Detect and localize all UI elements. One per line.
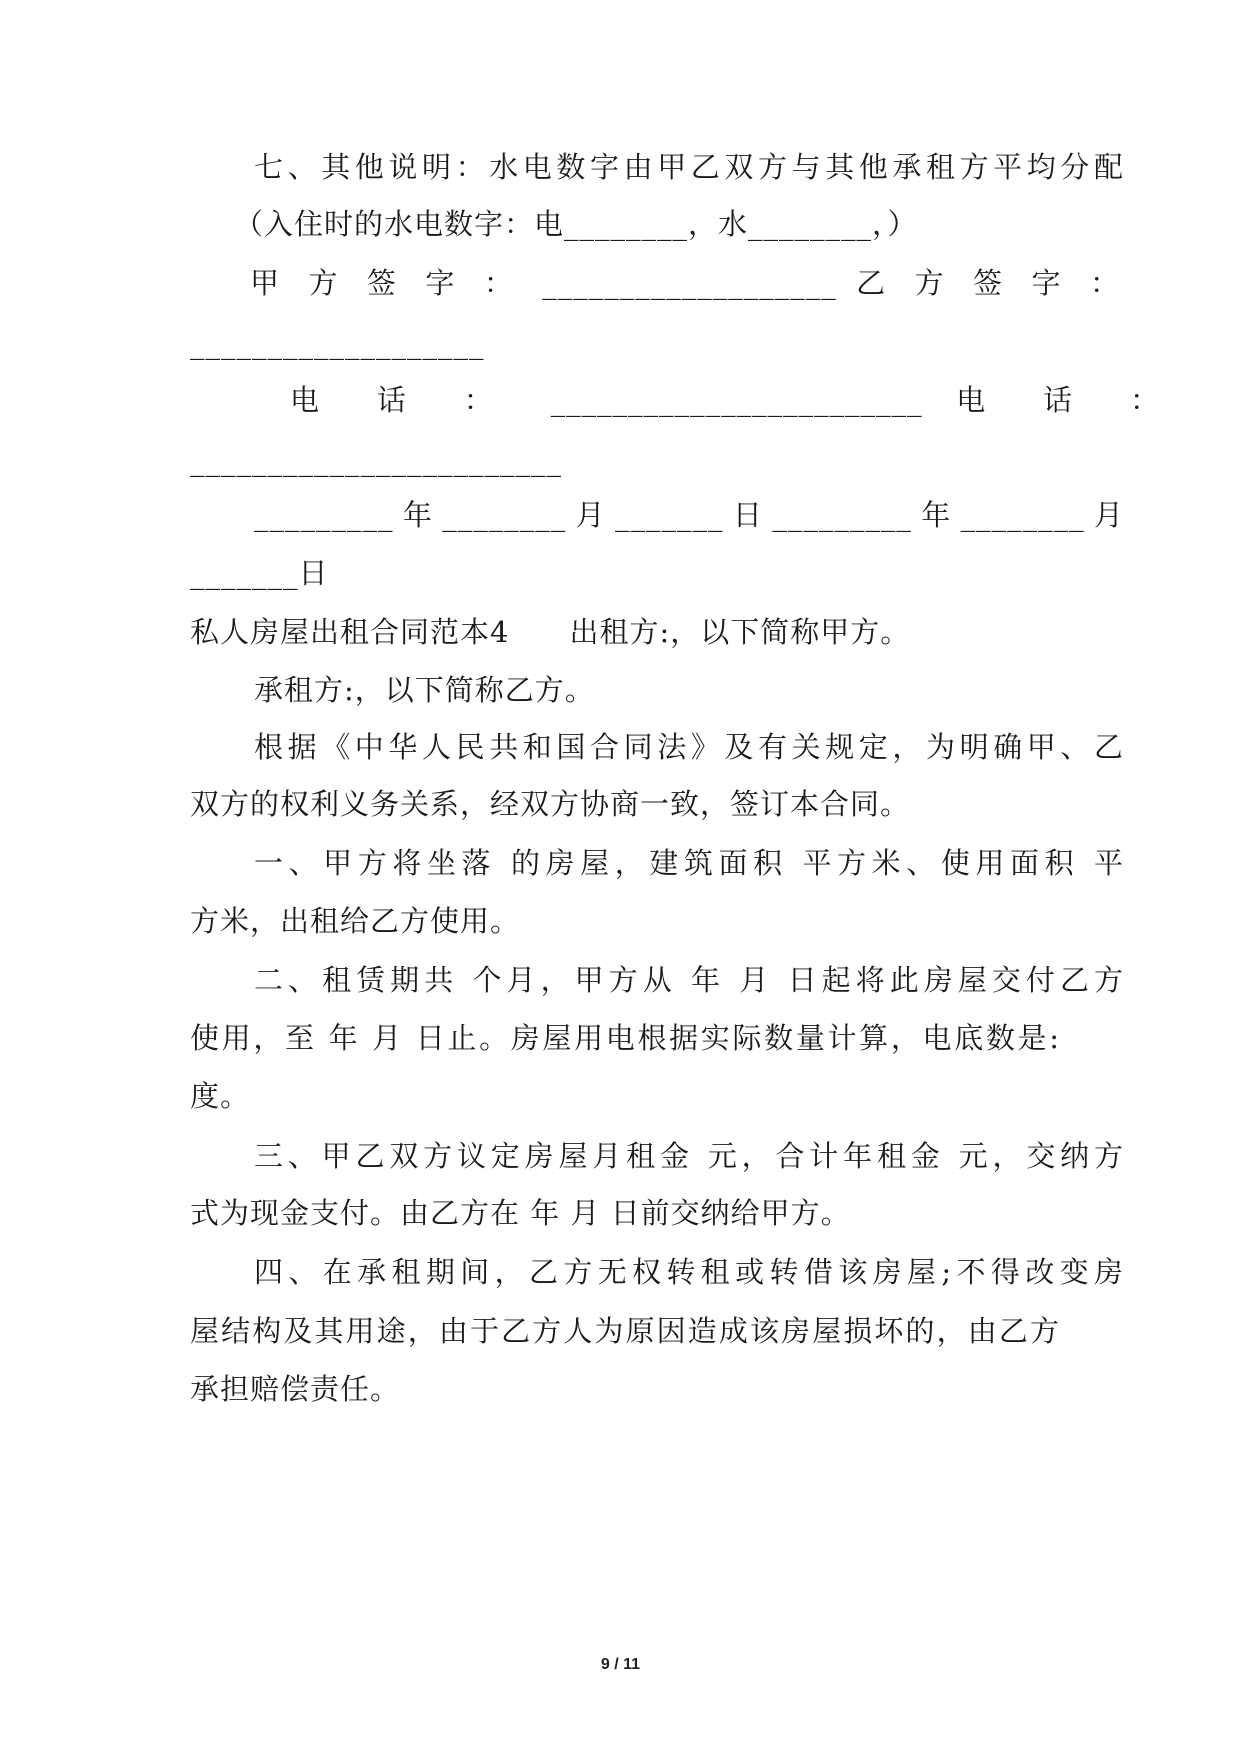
- preamble-line-1: 根据《中华人民共和国合同法》及有关规定，为明确甲、乙: [254, 730, 1124, 764]
- signature-blank-line: ___________________: [190, 326, 485, 360]
- clause-7-line-1: 七、其他说明：水电数字由甲乙双方与其他承租方平均分配: [254, 150, 1124, 184]
- clause-4-line-2: 屋结构及其用途，由于乙方人为原因造成该房屋损坏的，由乙方: [190, 1314, 1060, 1348]
- tenant-line: 承租方:，以下简称乙方。: [254, 673, 595, 707]
- clause-7-line-2: （入住时的水电数字：电________，水________，）: [234, 207, 918, 241]
- signature-line: 甲 方 签 字 ： ___________________ 乙 方 签 字 ：: [250, 266, 1120, 300]
- phone-line: 电 话 ： ________________________ 电 话 ：: [290, 383, 1160, 417]
- clause-1-line-1: 一、甲方将坐落 的房屋，建筑面积 平方米、使用面积 平: [254, 846, 1124, 880]
- clause-2-line-3: 度。: [190, 1079, 251, 1113]
- date-line-continued: _______日: [190, 556, 329, 590]
- clause-1-line-2: 方米，出租给乙方使用。: [190, 904, 521, 938]
- clause-2-line-1: 二、租赁期共 个月，甲方从 年 月 日起将此房屋交付乙方: [254, 963, 1124, 997]
- contract-title-line: 私人房屋出租合同范本4 出租方:，以下简称甲方。: [190, 615, 911, 649]
- clause-3-line-1: 三、甲乙双方议定房屋月租金 元，合计年租金 元，交纳方: [254, 1139, 1124, 1173]
- phone-blank-line: ________________________: [190, 443, 562, 477]
- clause-2-line-2: 使用，至 年 月 日止。房屋用电根据实际数量计算，电底数是:: [190, 1021, 1060, 1055]
- clause-4-line-3: 承担赔偿责任。: [190, 1372, 401, 1406]
- date-line: _________年________月_______日_________年________月: [254, 498, 1124, 532]
- page-number: 9 / 11: [600, 1656, 641, 1673]
- clause-4-line-1: 四、在承租期间，乙方无权转租或转借该房屋;不得改变房: [254, 1255, 1124, 1289]
- clause-3-line-2: 式为现金支付。由乙方在 年 月 日前交纳给甲方。: [190, 1196, 851, 1230]
- preamble-line-2: 双方的权利义务关系，经双方协商一致，签订本合同。: [190, 787, 911, 821]
